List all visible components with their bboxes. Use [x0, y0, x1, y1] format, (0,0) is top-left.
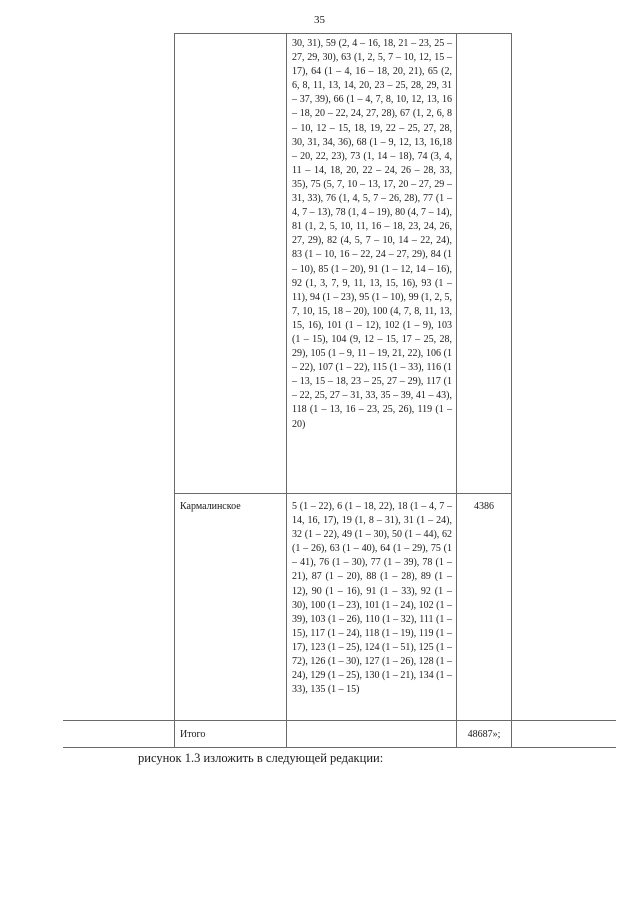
page-number: 35	[314, 14, 325, 26]
street-list: 30, 31), 59 (2, 4 – 16, 18, 21 – 23, 25 – 27, 29, 30), 63 (1, 2, 5, 7 – 10, 12, 15 – 17), 64 (1 – 4, 16 – 18, 20, 21), 65 (2, 6, 8, 11, 13, 14, 20, 23 – 25, 28, 29, 31 – 37, 39), 66 (1 – 4, 7, 8, 10, 12, 13, 16 – 18, 20 – 22, 24, 27, 28), 67 (1, 2, 6, 8 – 10, 12 – 15, 18, 19, 22 – 25, 27, 28, 30, 31, 34, 36), 68 (1 – 9, 12, 13, 16,18 – 20, 22, 23), 73 (1, 14 – 18), 74 (3, 4, 11 – 14, 18, 20, 22 – 24, 26 – 28, 33, 35), 75 (5, 7, 10 – 13, 17, 20 – 27, 29 – 31, 33), 76 (1, 4, 5, 7 – 26, 28), 77 (1 – 4, 7 – 13), 78 (1, 4 – 19), 80 (4, 7 – 14), 81 (1, 2, 5, 10, 11, 16 – 18, 23, 24, 26, 27, 29), 82 (4, 5, 7 – 10, 14 – 22, 24), 83 (1 – 10, 16 – 22, 24 – 27, 29), 84 (1 – 10), 85 (1 – 20), 91 (1 – 12, 14 – 16), 92 (1, 3, 7, 9, 11, 13, 15, 16), 93 (1 – 11), 94 (1 – 23), 95 (1 – 10), 99 (1, 2, 5, 7, 10, 15, 18 – 20), 100 (4, 7, 8, 11, 13, 15, 16), 101 (1 – 12), 102 (1 – 9), 103 (1 – 15), 104 (9, 12 – 15, 17 – 25, 28, 29), 105 (1 – 9, 11 – 19, 21, 22), 106 (1 – 22), 107 (1 – 22), 115 (1 – 33), 116 (1 – 13, 15 – 18, 23 – 25, 27 – 29), 117 (1 – 22, 25, 27 – 31, 33, 35 – 39, 41 – 43), 118 (1 – 13, 16 – 23, 25, 26), 119 (1 – 20)	[292, 38, 452, 430]
table-border-left	[174, 33, 175, 748]
table-total-divider	[63, 720, 616, 721]
closing-text: рисунок 1.3 изложить в следующей редакции:	[138, 751, 384, 765]
table-border-bottom	[63, 747, 616, 748]
settlement-name: Кармалинское	[180, 501, 241, 512]
table-border-col3	[456, 33, 457, 748]
table-border-col4	[511, 33, 512, 748]
voter-count: 4386	[474, 501, 494, 512]
street-list: 5 (1 – 22), 6 (1 – 18, 22), 18 (1 – 4, 7 – 14, 16, 17), 19 (1, 8 – 31), 31 (1 – 24), 32 (1 – 22), 49 (1 – 30), 50 (1 – 44), 62 (1 – 26), 63 (1 – 40), 64 (1 – 29), 75 (1 – 41), 76 (1 – 30), 77 (1 – 39), 78 (1 – 21), 87 (1 – 20), 88 (1 – 28), 89 (1 – 12), 90 (1 – 16), 91 (1 – 33), 92 (1 – 30), 100 (1 – 23), 101 (1 – 24), 102 (1 – 39), 103 (1 – 26), 110 (1 – 32), 111 (1 – 15), 117 (1 – 24), 118 (1 – 19), 119 (1 – 17), 123 (1 – 25), 124 (1 – 51), 125 (1 – 72), 126 (1 – 30), 127 (1 – 26), 128 (1 – 24), 129 (1 – 25), 130 (1 – 21), 134 (1 – 33), 135 (1 – 15)	[292, 501, 452, 696]
table-row-divider	[174, 493, 512, 494]
table-border-col2	[286, 33, 287, 748]
total-label: Итого	[180, 729, 206, 740]
table-border-top	[174, 33, 512, 34]
total-value: 48687»;	[467, 729, 501, 740]
